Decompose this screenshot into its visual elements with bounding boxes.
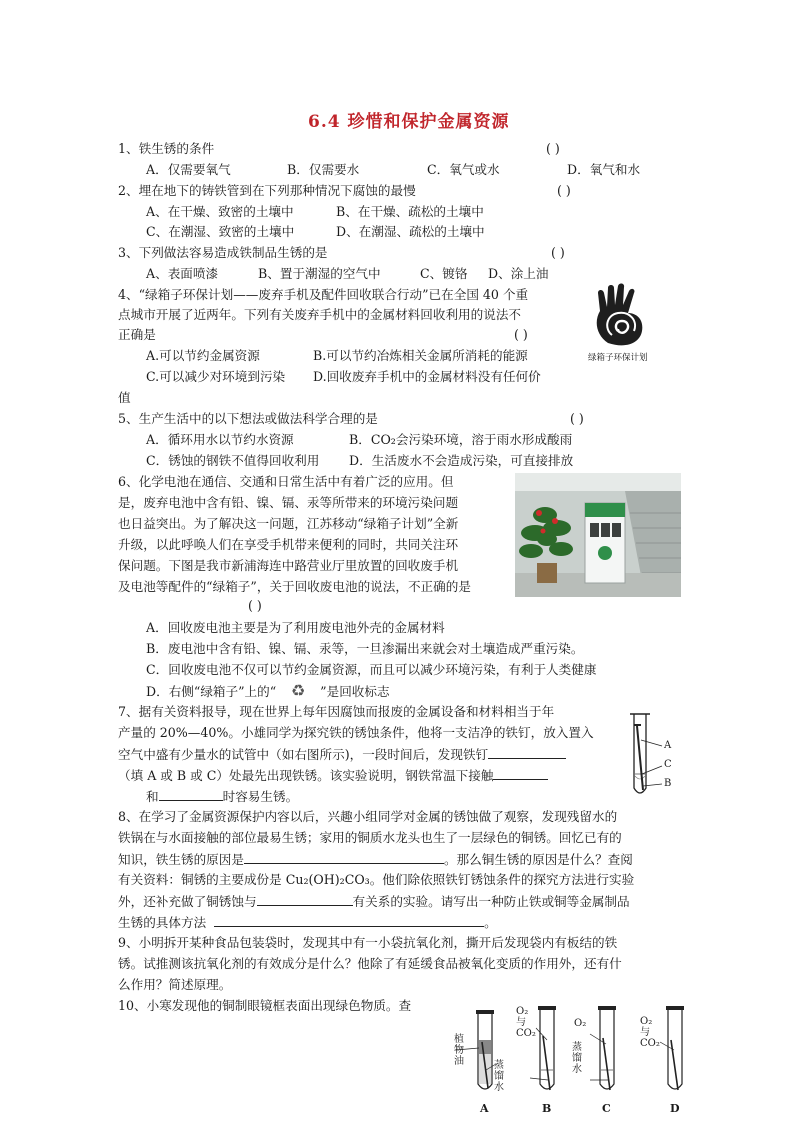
q4-option-d-cont: 值	[118, 390, 131, 405]
q2-option-a: A、在干燥、致密的土壤中	[146, 204, 294, 219]
q6-line-4: 升级，以此呼唤人们在享受手机带来便利的同时，共同关注环	[118, 537, 459, 552]
page-title: 6.4 珍惜和保护金属资源	[308, 112, 510, 132]
q8-line-3-text: 知识，铁生锈的原因是	[118, 852, 244, 867]
tube-label-c: C	[602, 1102, 611, 1115]
q2-option-d: D、在潮湿、疏松的土壤中	[336, 224, 485, 239]
q1-option-c: C．氧气或水	[427, 162, 500, 177]
tube-c-o2-label: O₂	[574, 1018, 587, 1029]
tube-label-c: C	[664, 759, 672, 770]
q4-line-1: 4、“绿箱子环保计划——废弃手机及配件回收联合行动”已在全国 40 个重	[118, 287, 529, 302]
tube-d-gas-label	[640, 1016, 660, 1049]
q4-answer-paren: ( )	[514, 327, 528, 342]
oil-char-3: 油	[454, 1056, 464, 1067]
q8-line-1: 8、在学习了金属资源保护内容以后，兴趣小组同学对金属的锈蚀做了观察，发现残留水的	[118, 809, 618, 824]
logo-caption: 绿箱子环保计划	[588, 353, 648, 363]
q4-option-a: A.可以节约金属资源	[146, 348, 260, 363]
tube-a-water-label	[494, 1060, 504, 1093]
q1-stem: 1、铁生锈的条件	[118, 141, 215, 156]
q4-line-3: 正确是	[118, 327, 156, 342]
q5-option-d: D．生活废水不会造成污染，可直接排放	[349, 453, 574, 468]
q8-line-5	[118, 893, 630, 910]
q2-option-c: C、在潮湿、致密的土壤中	[146, 224, 295, 239]
recycle-icon: ♻	[291, 681, 306, 700]
tube-c-water-label	[572, 1042, 582, 1075]
q6-option-c: C．回收废电池不仅可以节约金属资源，而且可以减少环境污染，有利于人类健康	[146, 662, 597, 677]
hand-spiral-icon	[588, 283, 664, 353]
tube-a-oil-label	[454, 1034, 464, 1067]
q8-line-6-text: 生锈的具体方法	[118, 915, 207, 930]
q8-line-3-tail: 。那么铜生锈的原因是什么？查阅	[443, 852, 633, 867]
q3-option-a: A、表面喷漆	[146, 266, 219, 281]
water-c-char-3: 水	[572, 1064, 582, 1075]
co2-d-text: CO₂	[640, 1038, 660, 1049]
q4-option-d: D.回收废弃手机中的金属材料没有任何价	[313, 369, 541, 384]
q3-stem: 3、下列做法容易造成铁制品生锈的是	[118, 245, 328, 260]
q6-option-d-tail: ”是回收标志	[320, 684, 390, 699]
q5-option-c: C．锈蚀的钢铁不值得回收利用	[146, 453, 320, 468]
q8-line-4: 有关资料：铜锈的主要成份是 Cu₂(OH)₂CO₃。他们除依照铁钉锈蚀条件的探究方法进行实验	[118, 872, 635, 887]
q7-line-3	[118, 746, 566, 763]
q8-line-6-tail: 。	[484, 915, 497, 930]
water-char-1: 蒸	[494, 1060, 504, 1071]
q5-option-b: B．CO₂会污染环境，溶于雨水形成酸雨	[349, 432, 573, 447]
q8-line-2: 铁锅在与水面接触的部位最易生锈；家用的铜质水龙头也生了一层绿色的铜锈。回忆已有的	[118, 830, 622, 845]
q7-line-5-tail: 时容易生锈。	[222, 789, 299, 804]
co2-text: CO₂	[516, 1028, 536, 1039]
q10-line-1: 10、小寒发现他的铜制眼镜框表面出现绿色物质。查	[118, 998, 412, 1013]
q7-line-2: 产量的 20%—40%。小雄同学为探究铁的锈蚀条件，他将一支洁净的铁钉，放入置入	[118, 725, 594, 740]
q8-blank-3[interactable]	[214, 914, 484, 927]
q6-option-d-text: D．右侧“绿箱子”上的“	[146, 684, 277, 699]
q6-line-1: 6、化学电池在通信、交通和日常生活中有着广泛的应用。但	[118, 474, 454, 489]
water-char-3: 水	[494, 1082, 504, 1093]
q6-option-a: A．回收废电池主要是为了利用废电池外壳的金属材料	[146, 620, 445, 635]
q4-line-2: 点城市开展了近两年。下列有关废弃手机中的金属材料回收利用的说法不	[118, 307, 521, 322]
q5-stem: 5、生产生活中的以下想法或做法科学合理的是	[118, 411, 378, 426]
q2-stem: 2、埋在地下的铸铁管到在下列那种情况下腐蚀的最慢	[118, 183, 416, 198]
oil-char-1: 植	[454, 1034, 464, 1045]
q7-blank-1[interactable]	[488, 746, 566, 759]
and-text: 与	[516, 1017, 526, 1028]
q1-option-b: B．仅需要水	[287, 162, 360, 177]
q8-line-5-tail: 有关系的实验。请写出一种防止铁或铜等金属制品	[352, 894, 630, 909]
q6-line-6: 及电池等配件的“绿箱子”，关于回收废电池的说法，不正确的是	[118, 579, 471, 594]
q8-blank-1[interactable]	[244, 851, 444, 864]
q9-line-1: 9、小明拆开某种食品包装袋时，发现其中有一小袋抗氧化剂，撕开后发现袋内有板结的铁	[118, 935, 618, 950]
q5-option-a: A．循环用水以节约水资源	[146, 432, 294, 447]
q6-line-3: 也日益突出。为了解决这一问题，江苏移动“绿箱子计划”全新	[118, 516, 459, 531]
q8-line-5-text: 外，还补充做了铜锈蚀与	[118, 894, 257, 909]
q7-line-1: 7、据有关资料报导，现在世界上每年因腐蚀而报废的金属设备和材料相当于年	[118, 704, 555, 719]
q8-line-3	[118, 851, 633, 868]
oil-char-2: 物	[454, 1045, 464, 1056]
copper-rust-experiment-figure	[450, 1000, 700, 1118]
tube-label-b: B	[542, 1102, 552, 1115]
q7-line-3-text: 空气中盛有少量水的试管中（如右图所示)，一段时间后，发现铁钉	[118, 747, 489, 762]
q3-option-c: C、镀铬	[420, 266, 468, 281]
q3-answer-paren: ( )	[551, 245, 565, 260]
q6-option-b: B．废电池中含有铅、镍、镉、汞等，一旦渗漏出来就会对土壤造成严重污染。	[146, 641, 584, 656]
q1-option-a: A．仅需要氧气	[146, 162, 231, 177]
water-c-char-1: 蒸	[572, 1042, 582, 1053]
q7-line-5	[146, 788, 298, 805]
q7-line-4-text: （填 A 或 B 或 C）处最先出现铁锈。该实验说明，钢铁常温下接触	[118, 768, 494, 783]
tube-label-d: D	[670, 1102, 680, 1115]
q1-answer-paren: ( )	[546, 141, 560, 156]
tube-label-b: B	[664, 778, 672, 789]
q7-line-5-and: 和	[146, 789, 159, 804]
green-box-photo	[515, 473, 681, 597]
q2-answer-paren: ( )	[557, 183, 571, 198]
q2-option-b: B、在干燥、疏松的土壤中	[336, 204, 484, 219]
q9-line-2: 锈。试推测该抗氧化剂的有效成分是什么？他除了有延缓食品被氧化变质的作用外，还有什	[118, 956, 622, 971]
tube-label-a: A	[480, 1102, 489, 1115]
q3-option-b: B、置于潮湿的空气中	[258, 266, 381, 281]
q6-answer-paren: ( )	[248, 598, 262, 613]
and-d-text: 与	[640, 1027, 650, 1038]
q7-blank-2[interactable]	[493, 767, 548, 780]
q6-option-d	[146, 683, 390, 700]
q6-line-2: 是，废弃电池中含有铅、镍、镉、汞等所带来的环境污染问题	[118, 495, 459, 510]
o2-text: O₂	[516, 1006, 529, 1017]
q8-blank-2[interactable]	[257, 893, 353, 906]
q5-answer-paren: ( )	[570, 411, 584, 426]
tube-b-gas-label	[516, 1006, 536, 1039]
water-char-2: 馏	[494, 1071, 504, 1082]
q1-option-d: D．氧气和水	[567, 162, 641, 177]
q4-option-c: C.可以减少对环境到污染	[146, 369, 286, 384]
nail-tube-figure	[624, 712, 684, 802]
tube-label-a: A	[664, 740, 672, 751]
q3-option-d: D、涂上油	[488, 266, 549, 281]
q9-line-3: 么作用？简述原理。	[118, 977, 232, 992]
q7-blank-3[interactable]	[159, 788, 223, 801]
water-c-char-2: 馏	[572, 1053, 582, 1064]
q6-line-5: 保问题。下图是我市新浦海连中路营业厅里放置的回收废手机	[118, 558, 459, 573]
q4-option-b: B.可以节约冶炼相关金属所消耗的能源	[313, 348, 528, 363]
q8-line-6	[118, 914, 497, 931]
q7-line-4	[118, 767, 548, 784]
green-box-logo	[588, 283, 664, 365]
o2-d-text: O₂	[640, 1016, 653, 1027]
